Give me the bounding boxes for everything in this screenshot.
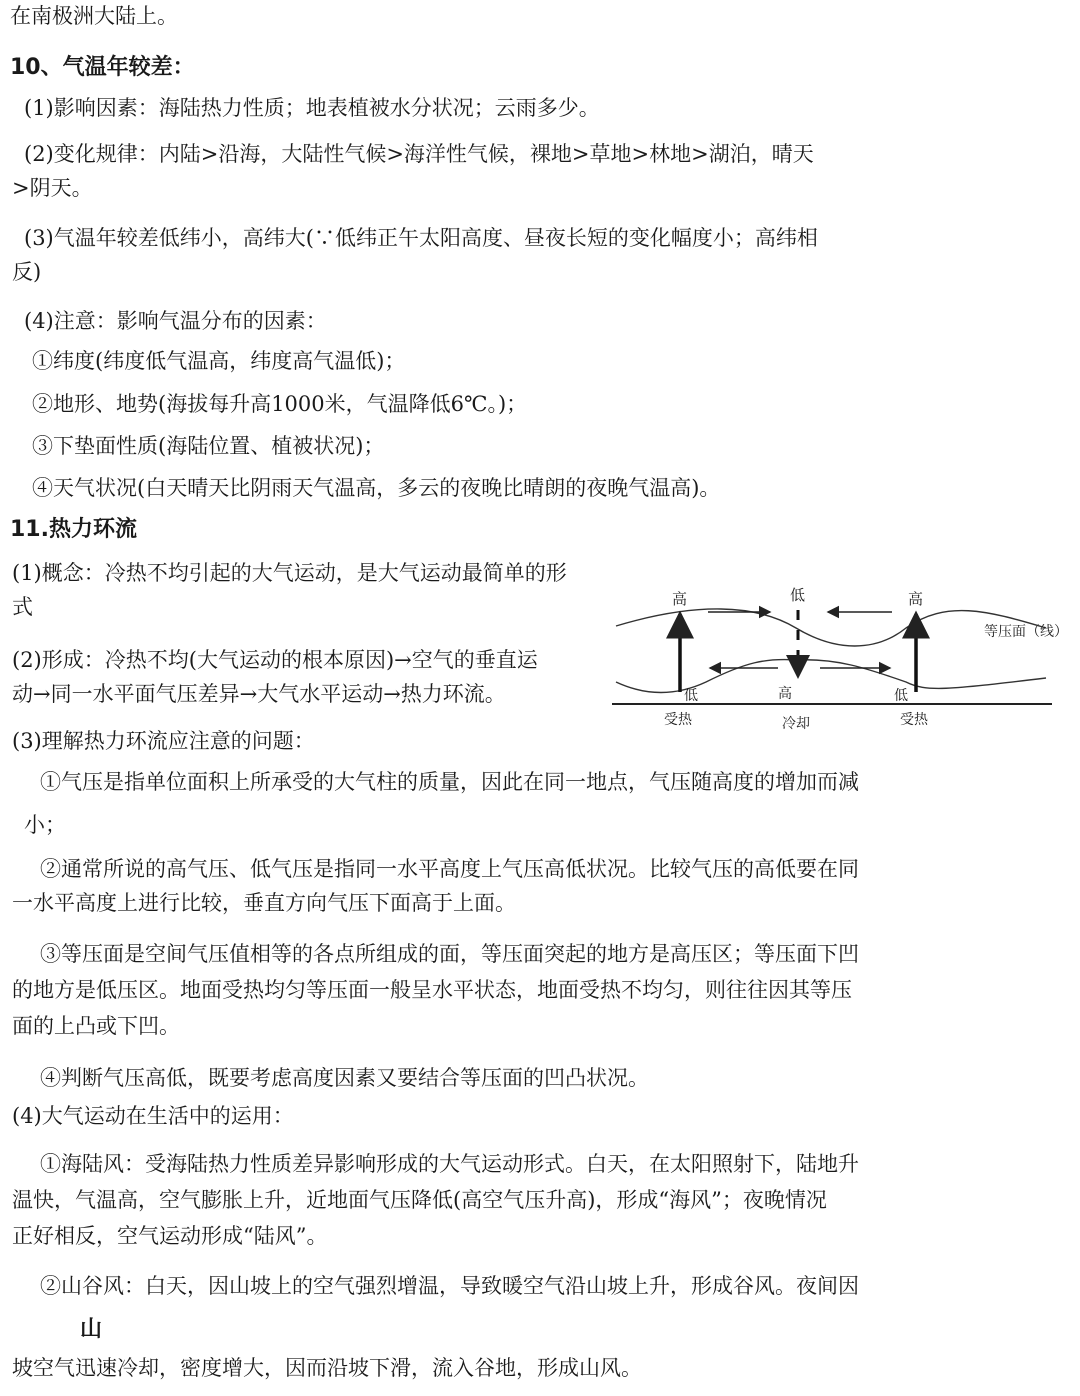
label-top-right-high: 高 [908, 590, 924, 608]
line-18: (3)理解热力环流应注意的问题： [12, 729, 315, 753]
section-10-title: 10、气温年较差： [10, 55, 195, 80]
line-15: 式 [12, 595, 33, 619]
line-29: 温快，气温高，空气膨胀上升，近地面气压降低(高空气压升高)，形成“海风”；夜晚情况 [12, 1188, 827, 1212]
line-7: 反) [12, 260, 42, 284]
line-3: (1)影响因素：海陆热力性质；地表植被水分状况；云雨多少。 [24, 96, 600, 120]
line-33: 坡空气迅速冷却，密度增大，因而沿坡下滑，流入谷地，形成山风。 [12, 1356, 642, 1380]
label-bottom-right-low: 低 [894, 688, 908, 704]
label-ground-center-cooled: 冷却 [782, 716, 810, 732]
line-1: 在南极洲大陆上。 [10, 4, 178, 28]
line-23: ③等压面是空间气压值相等的各点所组成的面，等压面突起的地方是高压区；等压面下凹 [40, 942, 859, 966]
line-19: ①气压是指单位面积上所承受的大气柱的质量，因此在同一地点，气压随高度的增加而减 [40, 770, 859, 794]
label-top-center-low: 低 [790, 586, 806, 604]
line-27: (4)大气运动在生活中的运用： [12, 1104, 294, 1128]
thermal-circulation-diagram [606, 580, 1070, 740]
label-isobar: 等压面（线） [984, 624, 1068, 640]
line-21: ②通常所说的高气压、低气压是指同一水平高度上气压高低状况。比较气压的高低要在同 [40, 857, 859, 881]
line-9: ①纬度(纬度低气温高，纬度高气温低)； [32, 349, 406, 373]
line-24: 的地方是低压区。地面受热均匀等压面一般呈水平状态，地面受热不均匀，则往往因其等压 [12, 978, 852, 1002]
label-top-left-high: 高 [672, 590, 688, 608]
line-10: ②地形、地势(海拔每升高1000米，气温降低6℃。)； [32, 392, 528, 416]
label-bottom-left-low: 低 [684, 688, 698, 704]
line-30: 正好相反，空气运动形成“陆风”。 [12, 1224, 328, 1248]
line-28: ①海陆风：受海陆热力性质差异影响形成的大气运动形式。白天，在太阳照射下，陆地升 [40, 1152, 859, 1176]
label-ground-left-heated: 受热 [664, 712, 692, 728]
line-25: 面的上凸或下凹。 [12, 1014, 180, 1038]
line-31: ②山谷风：白天，因山坡上的空气强烈增温，导致暖空气沿山坡上升，形成谷风。夜间因 [40, 1274, 859, 1298]
label-ground-right-heated: 受热 [900, 712, 928, 728]
line-8: (4)注意：影响气温分布的因素： [24, 309, 327, 333]
line-14: (1)概念：冷热不均引起的大气运动，是大气运动最简单的形 [12, 561, 567, 585]
line-11: ③下垫面性质(海陆位置、植被状况)； [32, 434, 385, 458]
line-12: ④天气状况(白天晴天比阴雨天气温高，多云的夜晚比晴朗的夜晚气温高)。 [32, 476, 721, 500]
label-bottom-center-high: 高 [778, 686, 792, 702]
line-17: 动→同一水平面气压差异→大气水平运动→热力环流。 [12, 682, 506, 706]
line-22: 一水平高度上进行比较，垂直方向气压下面高于上面。 [12, 891, 516, 915]
line-32: 山 [80, 1317, 103, 1342]
line-16: (2)形成：冷热不均(大气运动的根本原因)→空气的垂直运 [12, 648, 538, 672]
line-26: ④判断气压高低，既要考虑高度因素又要结合等压面的凹凸状况。 [40, 1066, 649, 1090]
line-5: >阴天。 [12, 176, 93, 200]
line-6: (3)气温年较差低纬小，高纬大(∵低纬正午太阳高度、昼夜长短的变化幅度小；高纬相 [24, 226, 818, 250]
section-11-title: 11.热力环流 [10, 517, 137, 542]
line-20: 小； [24, 813, 66, 837]
line-4: (2)变化规律：内陆>沿海，大陆性气候>海洋性气候，裸地>草地>林地>湖泊，晴天 [24, 142, 814, 166]
